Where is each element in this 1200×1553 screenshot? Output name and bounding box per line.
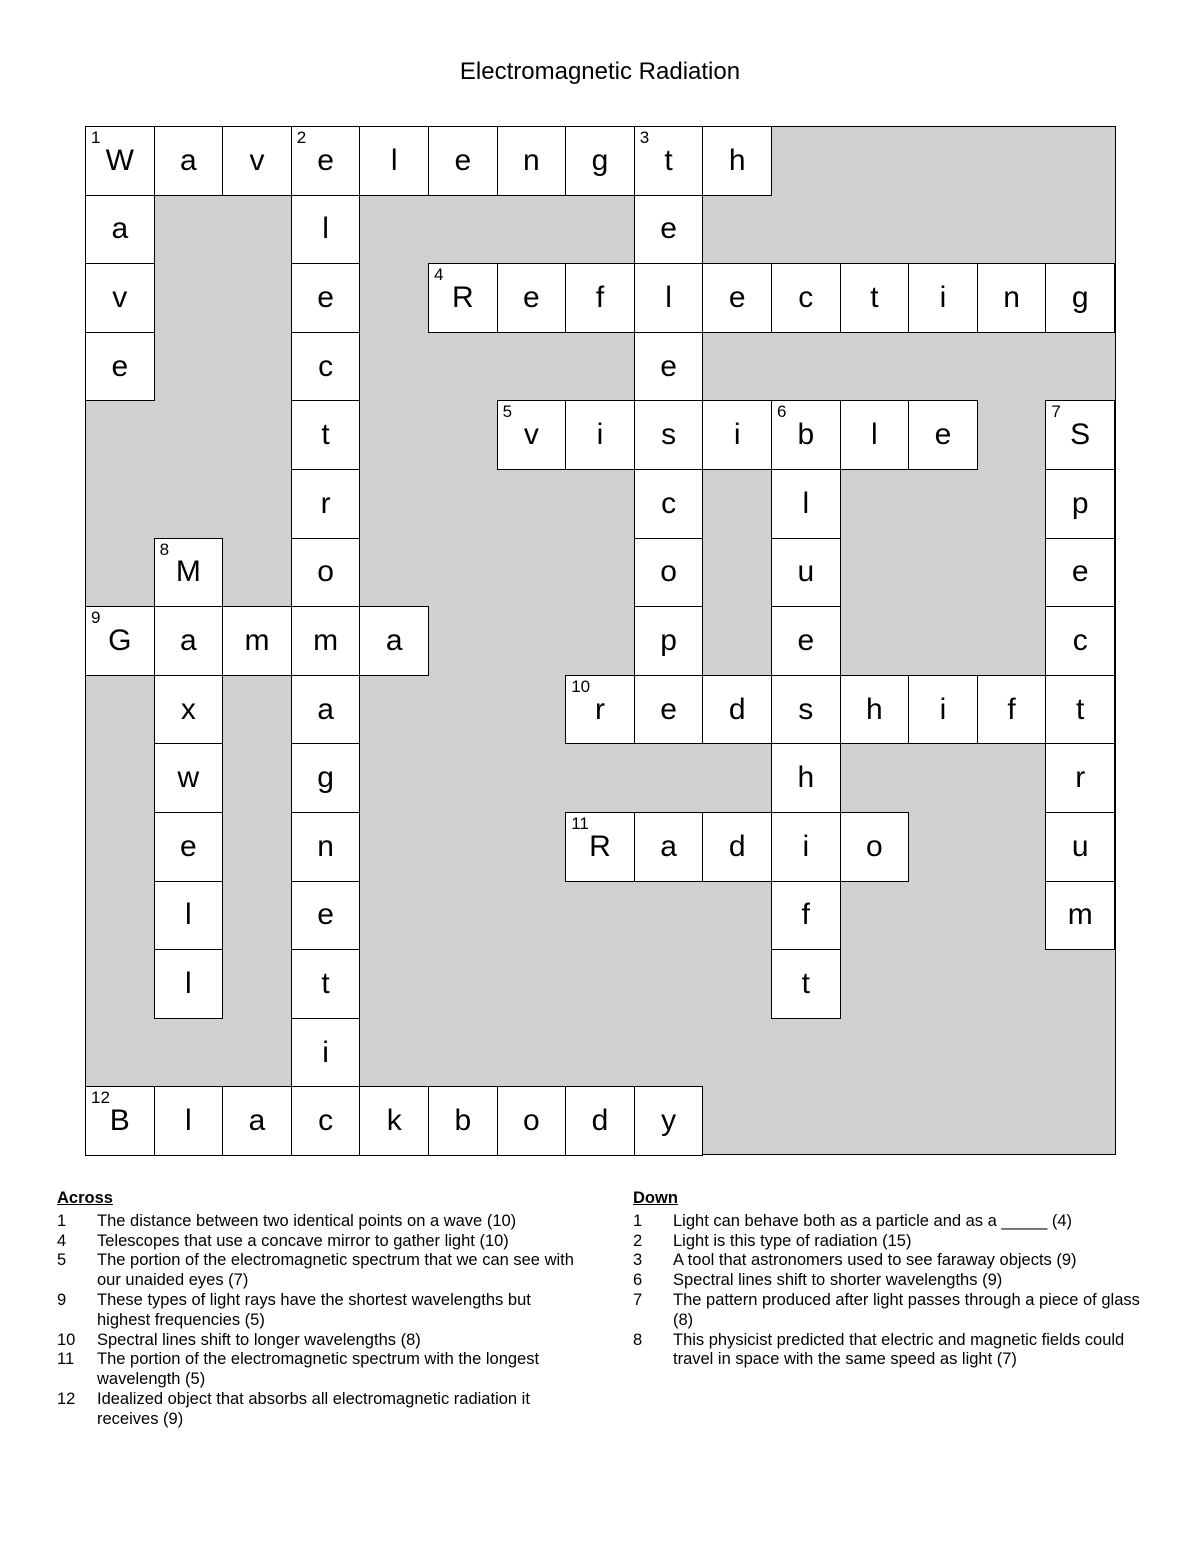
cell-letter: e bbox=[1071, 555, 1089, 589]
grid-cell bbox=[291, 743, 361, 813]
grid-cell bbox=[154, 126, 224, 196]
grid-cell bbox=[565, 812, 635, 882]
grid-cell bbox=[634, 332, 704, 402]
grid-cell bbox=[154, 812, 224, 882]
cell-letter: c bbox=[798, 280, 814, 314]
cell-letter: h bbox=[728, 143, 746, 177]
down-clue bbox=[633, 1271, 1153, 1291]
cell-letter: r bbox=[1075, 761, 1086, 795]
grid-cell bbox=[634, 195, 704, 265]
grid-cell bbox=[1045, 743, 1115, 813]
cell-letter: e bbox=[660, 212, 677, 246]
grid-cell bbox=[1045, 675, 1115, 745]
grid-cell bbox=[85, 126, 155, 196]
clue-number: 4 bbox=[57, 1231, 67, 1250]
across-clues bbox=[57, 1189, 577, 1430]
clue-number: 7 bbox=[1051, 402, 1061, 422]
cell-letter: d bbox=[728, 829, 746, 863]
clue-number: 9 bbox=[57, 1290, 67, 1309]
grid-cell bbox=[1045, 469, 1115, 539]
cell-letter: c bbox=[318, 1104, 334, 1138]
cell-letter: G bbox=[108, 623, 132, 657]
grid-cell bbox=[497, 263, 567, 333]
clue-number: 6 bbox=[633, 1271, 643, 1290]
clue-number: 12 bbox=[91, 1088, 110, 1108]
grid-cell bbox=[154, 675, 224, 745]
grid-cell bbox=[291, 881, 361, 951]
down-clue bbox=[633, 1212, 1153, 1232]
clue-number: 5 bbox=[502, 402, 513, 422]
grid-cell bbox=[497, 1086, 567, 1156]
cell-letter: e bbox=[180, 829, 197, 863]
grid-cell bbox=[771, 881, 841, 951]
clue-number: 2 bbox=[296, 128, 307, 147]
grid-cell bbox=[359, 1086, 429, 1156]
cell-letter: e bbox=[523, 280, 540, 314]
clue-number: 10 bbox=[57, 1330, 76, 1349]
down-clue bbox=[633, 1331, 1153, 1371]
cell-letter: l bbox=[185, 898, 192, 932]
cell-letter: t bbox=[321, 418, 330, 452]
cell-letter: t bbox=[801, 966, 810, 1000]
cell-letter: l bbox=[185, 966, 192, 1000]
clue-text: The portion of the electromagnetic spectrum with the longest wavelength (5) bbox=[97, 1350, 540, 1389]
grid-cell bbox=[634, 812, 704, 882]
clue-text: The pattern produced after light passes through a piece of glass (8) bbox=[673, 1290, 1140, 1329]
grid-cell bbox=[154, 743, 224, 813]
grid-cell bbox=[291, 400, 361, 470]
grid-cell bbox=[702, 263, 772, 333]
grid-cell bbox=[359, 126, 429, 196]
clue-number: 5 bbox=[57, 1251, 67, 1270]
cell-letter: l bbox=[390, 143, 398, 177]
cell-letter: t bbox=[870, 280, 879, 314]
down-clue bbox=[633, 1291, 1153, 1331]
clue-number: 8 bbox=[633, 1330, 643, 1349]
clue-number: 3 bbox=[639, 128, 650, 147]
clue-text: These types of light rays have the shortest wavelengths but highest frequencies (5) bbox=[97, 1290, 531, 1329]
grid-cell bbox=[222, 1086, 292, 1156]
down-clues bbox=[633, 1189, 1153, 1370]
grid-cell bbox=[977, 263, 1047, 333]
cell-letter: e bbox=[454, 143, 472, 177]
grid-cell bbox=[222, 126, 292, 196]
cell-letter: l bbox=[665, 280, 672, 314]
grid-cell bbox=[840, 400, 910, 470]
grid-cell bbox=[85, 195, 155, 265]
grid-cell bbox=[771, 743, 841, 813]
cell-letter: t bbox=[321, 966, 330, 1000]
grid-cell bbox=[291, 263, 361, 333]
cell-letter: p bbox=[1071, 486, 1089, 520]
cell-letter: g bbox=[317, 761, 334, 795]
grid-cell bbox=[359, 606, 429, 676]
grid-cell bbox=[85, 263, 155, 333]
grid-cell bbox=[1045, 606, 1115, 676]
cell-letter: o bbox=[866, 829, 883, 863]
clue-number: 11 bbox=[57, 1350, 75, 1369]
grid-cell bbox=[291, 675, 361, 745]
cell-letter: e bbox=[317, 143, 334, 177]
cell-letter: t bbox=[664, 143, 673, 177]
cell-letter: f bbox=[1007, 692, 1016, 726]
cell-letter: n bbox=[523, 143, 540, 177]
cell-letter: i bbox=[802, 829, 810, 863]
grid-cell bbox=[771, 606, 841, 676]
grid-cell bbox=[85, 332, 155, 402]
cell-letter: l bbox=[802, 486, 810, 520]
grid-cell bbox=[291, 812, 361, 882]
grid-cell bbox=[840, 812, 910, 882]
cell-letter: p bbox=[660, 623, 677, 657]
grid-cell bbox=[291, 538, 361, 608]
grid-cell bbox=[291, 126, 361, 196]
grid-cell bbox=[291, 1018, 361, 1088]
grid-cell bbox=[634, 538, 704, 608]
grid-cell bbox=[154, 538, 224, 608]
grid-cell bbox=[291, 1086, 361, 1156]
clue-text: This physicist predicted that electric and magnetic fields could travel in space with the same speed as light (7) bbox=[673, 1330, 1125, 1369]
cell-letter: e bbox=[660, 349, 677, 383]
cell-letter: o bbox=[523, 1104, 540, 1138]
grid-cell bbox=[771, 400, 841, 470]
grid-cell bbox=[291, 949, 361, 1019]
grid-cell bbox=[1045, 812, 1115, 882]
cell-letter: y bbox=[661, 1104, 677, 1138]
cell-letter: a bbox=[180, 623, 197, 657]
clue-text: Light can behave both as a particle and as a _____ (4) bbox=[673, 1211, 1073, 1230]
grid-cell bbox=[428, 1086, 498, 1156]
grid-cell bbox=[977, 675, 1047, 745]
clue-text: Spectral lines shift to shorter wavelengths (9) bbox=[673, 1271, 1003, 1290]
cell-letter: M bbox=[175, 555, 201, 589]
cell-letter: a bbox=[317, 692, 334, 726]
grid-cell bbox=[1045, 263, 1115, 333]
grid-cell bbox=[291, 469, 361, 539]
clue-number: 1 bbox=[57, 1211, 67, 1230]
grid-cell bbox=[771, 675, 841, 745]
grid-cell bbox=[702, 400, 772, 470]
cell-letter: k bbox=[386, 1104, 402, 1138]
cell-letter: u bbox=[797, 555, 815, 589]
grid-cell bbox=[565, 126, 635, 196]
grid-cell bbox=[634, 400, 704, 470]
clue-number: 2 bbox=[633, 1231, 643, 1250]
cell-letter: v bbox=[523, 418, 539, 452]
grid-cell bbox=[222, 606, 292, 676]
cell-letter: t bbox=[1076, 692, 1085, 726]
cell-letter: R bbox=[451, 280, 474, 314]
grid-cell bbox=[291, 606, 361, 676]
grid-cell bbox=[771, 538, 841, 608]
across-clue bbox=[57, 1212, 577, 1232]
grid-cell bbox=[840, 263, 910, 333]
grid-cell bbox=[85, 1086, 155, 1156]
clue-text: Spectral lines shift to longer wavelengths (8) bbox=[97, 1330, 421, 1349]
cell-letter: W bbox=[105, 143, 134, 177]
grid-cell bbox=[565, 400, 635, 470]
cell-letter: s bbox=[798, 692, 814, 726]
cell-letter: r bbox=[594, 692, 605, 726]
clue-number: 12 bbox=[57, 1389, 76, 1408]
cell-letter: i bbox=[939, 280, 947, 314]
cell-letter: h bbox=[866, 692, 883, 726]
grid-cell bbox=[154, 949, 224, 1019]
across-clue bbox=[57, 1390, 577, 1430]
cell-letter: v bbox=[249, 143, 265, 177]
grid-cell bbox=[634, 675, 704, 745]
grid-cell bbox=[840, 675, 910, 745]
grid-cell bbox=[908, 675, 978, 745]
grid-cell bbox=[428, 263, 498, 333]
cell-letter: g bbox=[1071, 280, 1089, 314]
clue-number: 9 bbox=[91, 608, 101, 628]
cell-letter: e bbox=[797, 623, 815, 657]
clue-number: 7 bbox=[633, 1290, 643, 1309]
clue-number: 1 bbox=[633, 1211, 643, 1230]
cell-letter: d bbox=[591, 1104, 609, 1138]
across-clue bbox=[57, 1331, 577, 1351]
cell-letter: b bbox=[454, 1104, 472, 1138]
cell-letter: n bbox=[317, 829, 334, 863]
grid-cell bbox=[634, 1086, 704, 1156]
grid-cell bbox=[771, 263, 841, 333]
crossword-grid bbox=[85, 126, 1116, 1155]
cell-letter: a bbox=[385, 623, 403, 657]
grid-cell bbox=[634, 263, 704, 333]
cell-letter: S bbox=[1070, 418, 1091, 452]
cell-letter: e bbox=[660, 692, 677, 726]
cell-letter: R bbox=[589, 829, 611, 863]
grid-cell bbox=[1045, 538, 1115, 608]
cell-letter: f bbox=[595, 280, 605, 314]
cell-letter: m bbox=[244, 623, 270, 657]
across-clue bbox=[57, 1350, 577, 1390]
cell-letter: e bbox=[111, 349, 129, 383]
grid-cell bbox=[154, 1086, 224, 1156]
across-clue-list bbox=[57, 1212, 577, 1430]
cell-letter: n bbox=[1003, 280, 1020, 314]
grid-cell bbox=[565, 263, 635, 333]
cell-letter: i bbox=[733, 418, 741, 452]
cell-letter: u bbox=[1071, 829, 1089, 863]
grid-cell bbox=[291, 332, 361, 402]
cell-letter: w bbox=[177, 761, 200, 795]
cell-letter: i bbox=[939, 692, 947, 726]
cell-letter: a bbox=[111, 212, 129, 246]
cell-letter: i bbox=[322, 1035, 329, 1069]
clue-number: 6 bbox=[777, 402, 787, 422]
cell-letter: e bbox=[934, 418, 952, 452]
down-clue bbox=[633, 1232, 1153, 1252]
cell-letter: B bbox=[109, 1104, 130, 1138]
clue-number: 1 bbox=[91, 128, 101, 147]
grid-cell bbox=[908, 263, 978, 333]
grid-cell bbox=[702, 126, 772, 196]
cell-letter: r bbox=[320, 486, 331, 520]
cell-letter: a bbox=[180, 143, 197, 177]
clue-text: The distance between two identical points on a wave (10) bbox=[97, 1211, 517, 1230]
grid-cell bbox=[634, 606, 704, 676]
clue-number: 8 bbox=[159, 539, 170, 559]
grid-cell bbox=[908, 400, 978, 470]
grid-cell bbox=[291, 195, 361, 265]
cell-letter: e bbox=[728, 280, 746, 314]
clue-text: Light is this type of radiation (15) bbox=[673, 1231, 912, 1250]
grid-cell bbox=[771, 949, 841, 1019]
cell-letter: a bbox=[660, 829, 677, 863]
cell-letter: g bbox=[591, 143, 609, 177]
cell-letter: b bbox=[797, 418, 815, 452]
cell-letter: c bbox=[661, 486, 677, 520]
cell-letter: e bbox=[317, 898, 334, 932]
cell-letter: h bbox=[797, 761, 815, 795]
cell-letter: x bbox=[180, 692, 196, 726]
down-heading: Down bbox=[633, 1189, 678, 1207]
cell-letter: d bbox=[728, 692, 746, 726]
clue-number: 3 bbox=[633, 1251, 643, 1270]
grid-cell bbox=[85, 606, 155, 676]
cell-letter: c bbox=[318, 349, 334, 383]
clue-number: 10 bbox=[571, 676, 591, 696]
cell-letter: a bbox=[248, 1104, 266, 1138]
grid-cell bbox=[771, 469, 841, 539]
grid-cell bbox=[565, 675, 635, 745]
cell-letter: s bbox=[661, 418, 677, 452]
cell-letter: l bbox=[871, 418, 878, 452]
clue-number: 4 bbox=[434, 265, 444, 285]
cell-letter: l bbox=[185, 1104, 192, 1138]
cell-letter: f bbox=[801, 898, 810, 932]
across-clue bbox=[57, 1232, 577, 1252]
grid-cell bbox=[702, 812, 772, 882]
grid-cell bbox=[702, 675, 772, 745]
grid-cell bbox=[154, 881, 224, 951]
cell-letter: e bbox=[317, 280, 334, 314]
across-clue bbox=[57, 1251, 577, 1291]
cell-letter: m bbox=[313, 623, 339, 657]
grid-cell bbox=[771, 812, 841, 882]
grid-cell bbox=[565, 1086, 635, 1156]
down-clue bbox=[633, 1251, 1153, 1271]
cell-letter: v bbox=[112, 280, 128, 314]
clue-text: Telescopes that use a concave mirror to gather light (10) bbox=[97, 1231, 509, 1250]
grid-cell bbox=[154, 606, 224, 676]
page-title: Electromagnetic Radiation bbox=[459, 58, 741, 85]
clue-text: Idealized object that absorbs all electromagnetic radiation it receives (9) bbox=[97, 1389, 530, 1428]
cell-letter: o bbox=[317, 555, 334, 589]
clue-text: The portion of the electromagnetic spectrum that we can see with our unaided eyes (7) bbox=[97, 1251, 574, 1290]
grid-cell bbox=[497, 126, 567, 196]
cell-letter: m bbox=[1067, 898, 1093, 932]
grid-cell bbox=[634, 469, 704, 539]
down-clue-list bbox=[633, 1212, 1153, 1370]
grid-cell bbox=[1045, 400, 1115, 470]
across-heading: Across bbox=[57, 1189, 113, 1207]
clue-number: 11 bbox=[571, 814, 589, 833]
across-clue bbox=[57, 1291, 577, 1331]
grid-cell bbox=[1045, 881, 1115, 951]
cell-letter: c bbox=[1072, 623, 1088, 657]
grid-cell bbox=[497, 400, 567, 470]
grid-cell bbox=[634, 126, 704, 196]
cell-letter: o bbox=[660, 555, 677, 589]
clue-text: A tool that astronomers used to see faraway objects (9) bbox=[673, 1251, 1077, 1270]
grid-cell bbox=[428, 126, 498, 196]
cell-letter: i bbox=[596, 418, 604, 452]
cell-letter: l bbox=[322, 212, 329, 246]
